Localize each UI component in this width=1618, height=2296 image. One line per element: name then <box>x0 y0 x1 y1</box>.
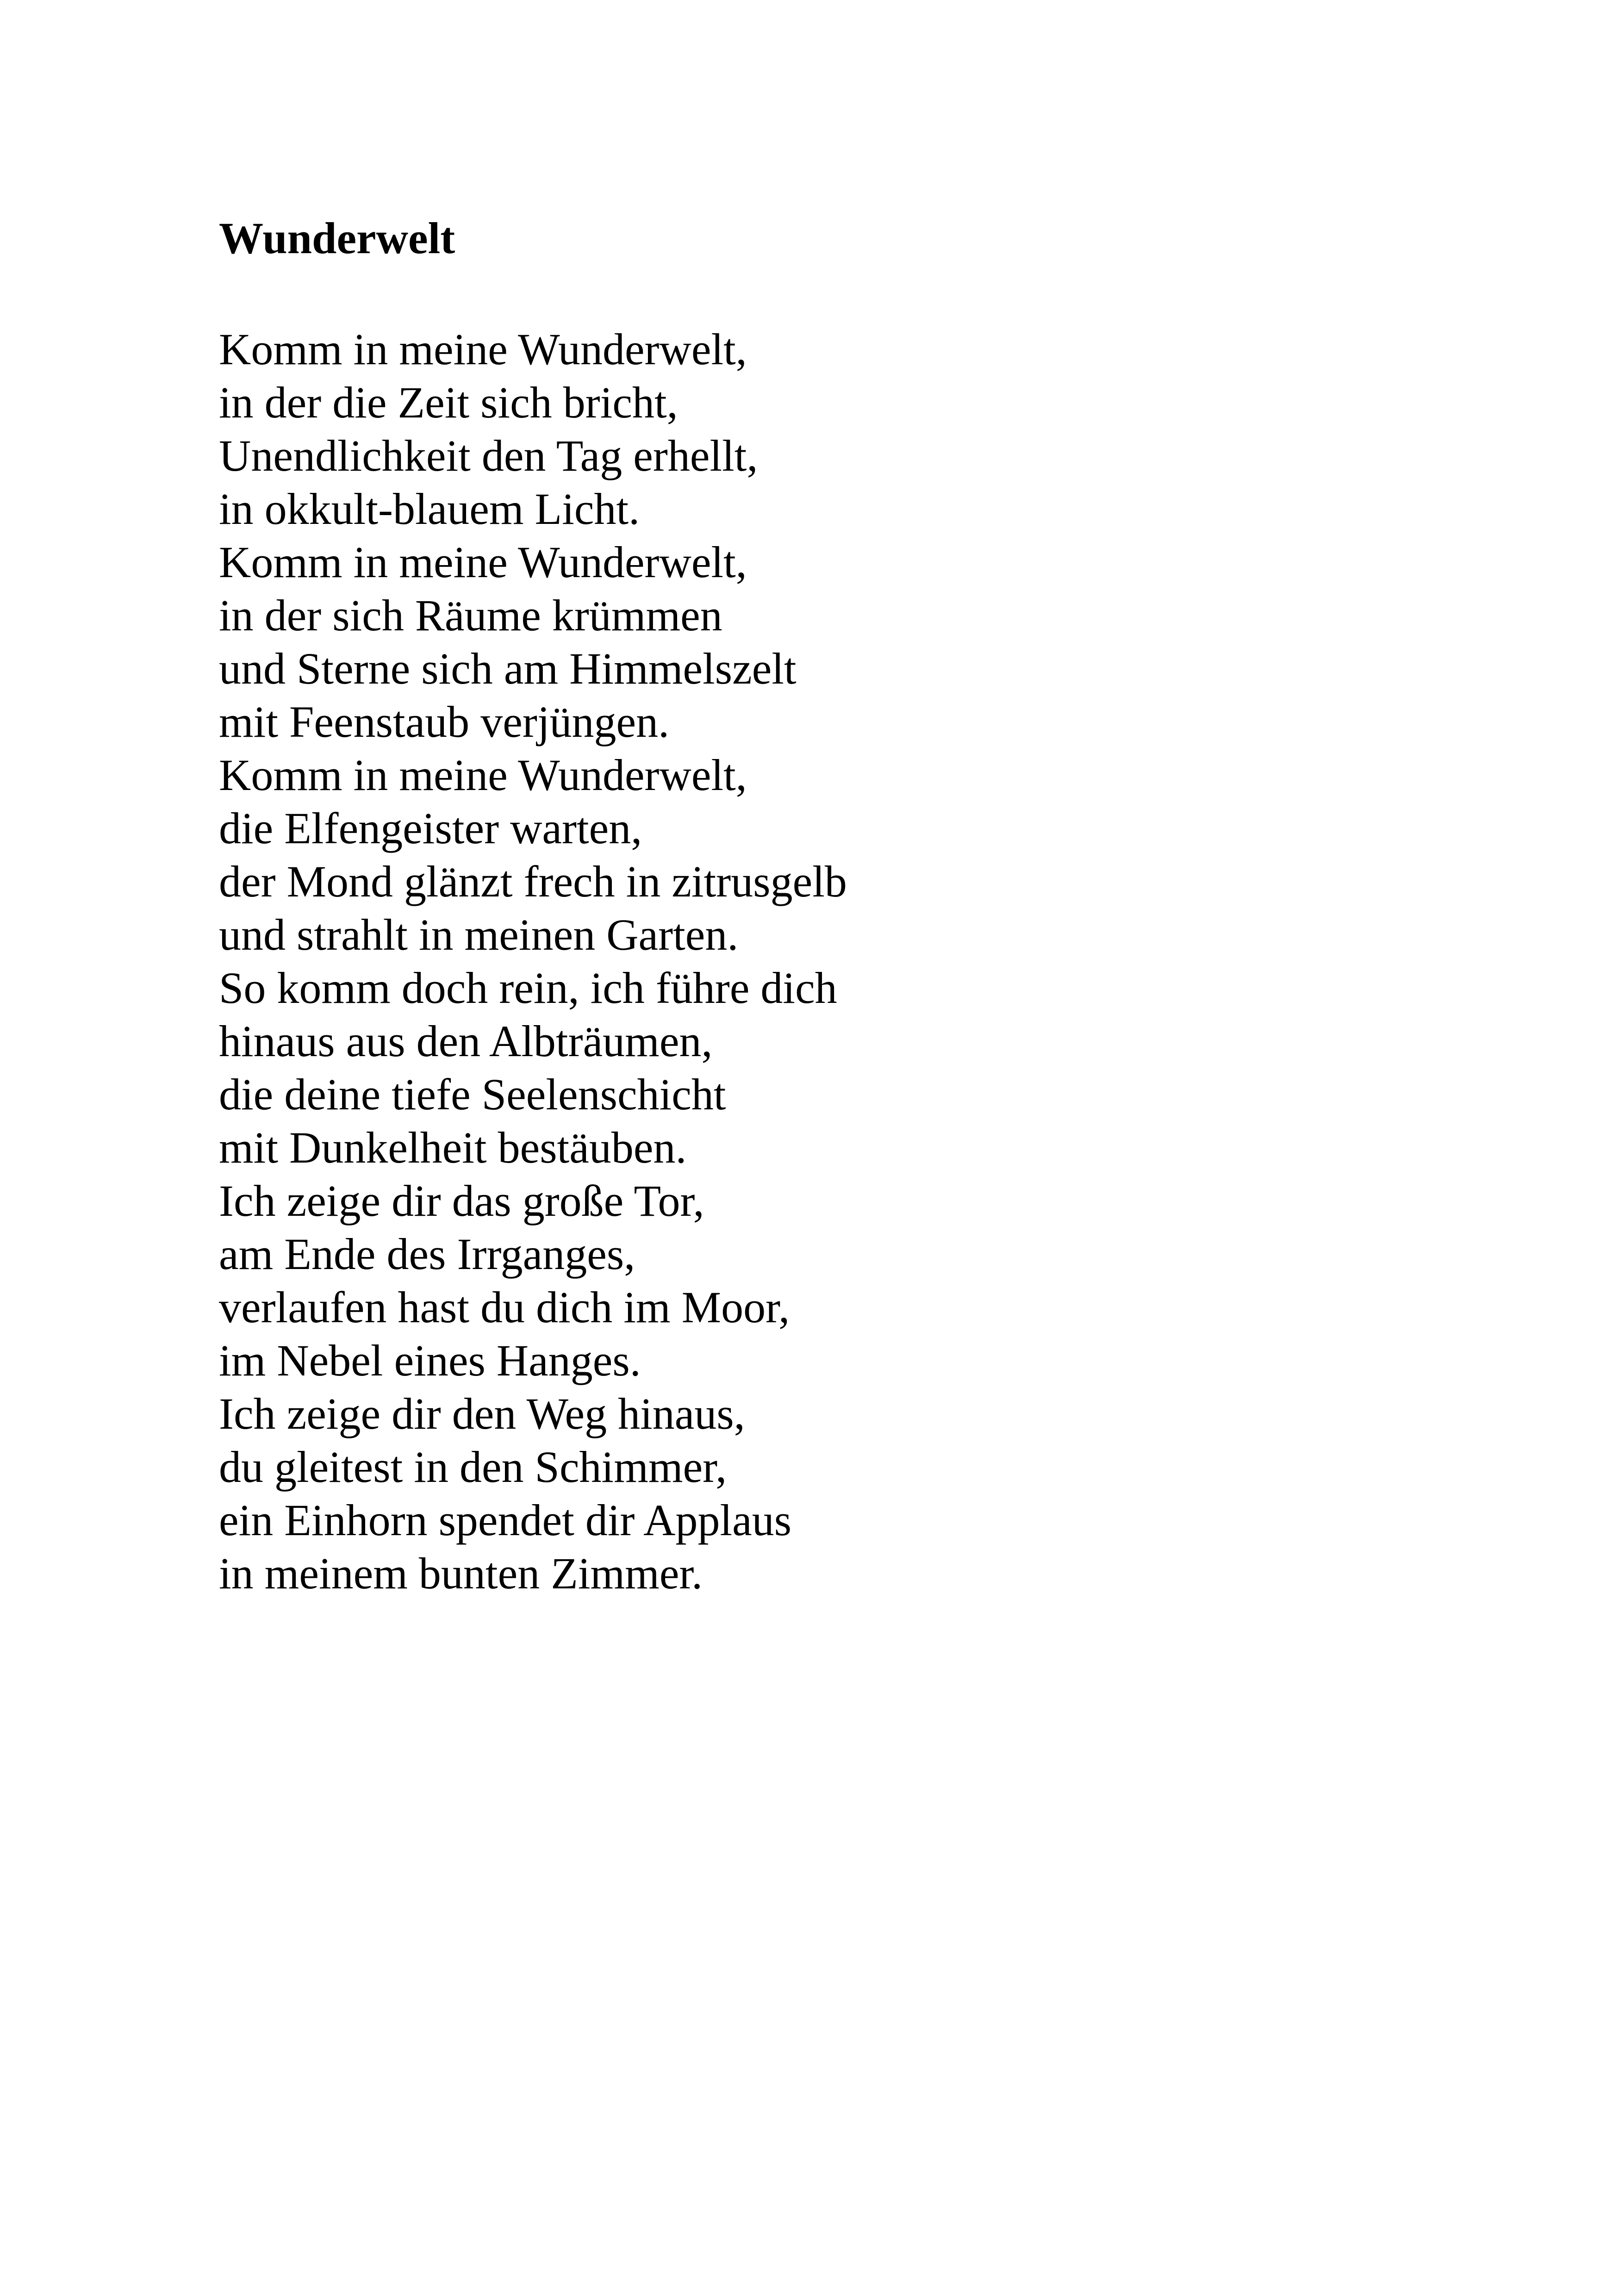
poem-line: Unendlichkeit den Tag erhellt, <box>219 431 758 480</box>
poem-line: der Mond glänzt frech in zitrusgelb <box>219 857 847 906</box>
poem-line: die deine tiefe Seelenschicht <box>219 1070 726 1119</box>
poem-line: Komm in meine Wunderwelt, <box>219 324 747 374</box>
poem-line: verlaufen hast du dich im Moor, <box>219 1282 790 1332</box>
poem-line: und strahlt in meinen Garten. <box>219 910 739 959</box>
poem-line: in der die Zeit sich bricht, <box>219 378 678 427</box>
poem-line: Ich zeige dir das große Tor, <box>219 1176 704 1226</box>
poem-line: Komm in meine Wunderwelt, <box>219 750 747 800</box>
poem-line: mit Dunkelheit bestäuben. <box>219 1123 687 1172</box>
poem-title: Wunderwelt <box>219 213 455 263</box>
poem-line: Komm in meine Wunderwelt, <box>219 537 747 587</box>
poem-line: Ich zeige dir den Weg hinaus, <box>219 1389 745 1438</box>
poem-line: die Elfengeister warten, <box>219 803 642 853</box>
poem-line: du gleitest in den Schimmer, <box>219 1442 727 1492</box>
poem-line: mit Feenstaub verjüngen. <box>219 697 670 747</box>
poem-line: in meinem bunten Zimmer. <box>219 1549 703 1598</box>
poem-line: und Sterne sich am Himmelszelt <box>219 644 797 693</box>
poem-line: im Nebel eines Hanges. <box>219 1336 641 1385</box>
poem-body <box>219 323 847 1600</box>
poem-line: ein Einhorn spendet dir Applaus <box>219 1495 792 1545</box>
poem-line: in okkult-blauem Licht. <box>219 484 640 534</box>
poem-line: So komm doch rein, ich führe dich <box>219 963 837 1013</box>
poem-line: am Ende des Irrganges, <box>219 1229 635 1279</box>
poem-line: in der sich Räume krümmen <box>219 591 722 640</box>
poem-line: hinaus aus den Albträumen, <box>219 1016 713 1066</box>
